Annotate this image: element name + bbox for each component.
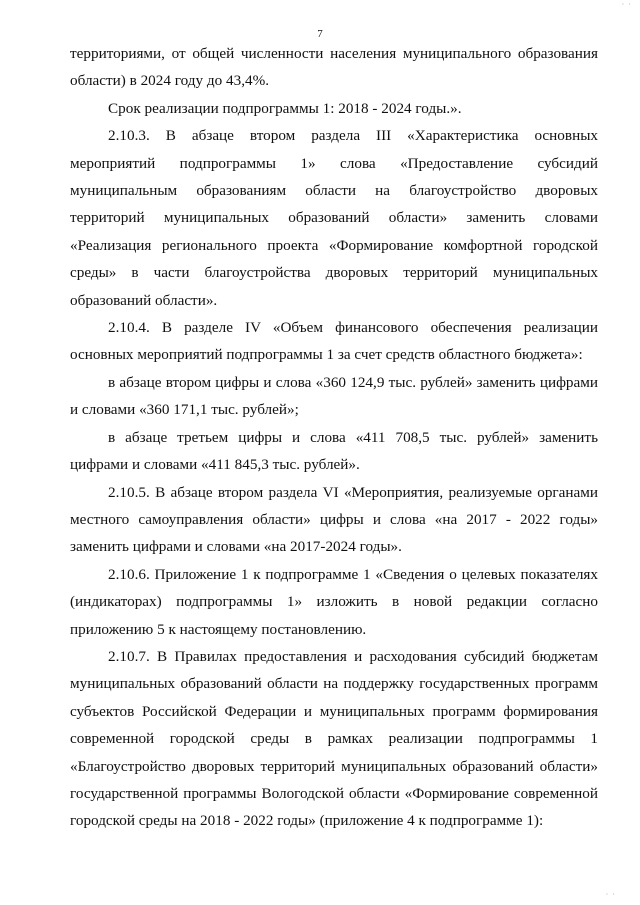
paragraph-2-10-6: 2.10.6. Приложение 1 к подпрограмме 1 «Сведения о целевых показателях (индикаторах) подпрограммы 1» изложить в новой редакции согласно приложению 5 к настоящему постановлению. [70, 565, 598, 638]
scan-mark: · · [605, 890, 616, 899]
paragraph-2-10-7: 2.10.7. В Правилах предоставления и расходования субсидий бюджетам муниципальных образований области на поддержку государственных программ субъектов Российской Федерации и муниципальных программ формирования современной городской среды в рамках реализации подпрограммы 1 «Благоустройство дворовых территорий муниципальных образований области» государственной программы Вологодской области «Формирование современной городской среды на 2018 - 2022 годы» (приложение 4 к подпрограмме 1): [70, 647, 598, 830]
paragraph-2-10-4-abzac-2: в абзаце втором цифры и слова «360 124,9 тыс. рублей» заменить цифрами и словами «360 171,1 тыс. рублей»; [70, 373, 598, 419]
paragraph-2-10-5: 2.10.5. В абзаце втором раздела VI «Мероприятия, реализуемые органами местного самоуправления области» цифры и слова «на 2017 - 2022 годы» заменить цифрами и словами «на 2017-2024 годы». [70, 483, 598, 556]
paragraph-2-10-4-abzac-3: в абзаце третьем цифры и слова «411 708,5 тыс. рублей» заменить цифрами и словами «411 845,3 тыс. рублей». [70, 428, 598, 474]
paragraph-2-10-4: 2.10.4. В разделе IV «Объем финансового обеспечения реализации основных мероприятий подпрограммы 1 за счет средств областного бюджета»: [70, 319, 598, 364]
scan-mark: · · [621, 0, 632, 9]
paragraph-term: Срок реализации подпрограммы 1: 2018 - 2024 годы.». [108, 99, 462, 117]
document-body [70, 40, 598, 835]
page-number: 7 [317, 28, 323, 40]
paragraph-2-10-3: 2.10.3. В абзаце втором раздела III «Характеристика основных мероприятий подпрограммы 1» слова «Предоставление субсидий муниципальным образованиям области на благоустройство дворовых территорий муниципальных образований области» заменить словами «Реализация регионального проекта «Формирование комфортной городской среды» в части благоустройства дворовых территорий муниципальных образований области». [70, 127, 598, 309]
paragraph-continuation: территориями, от общей численности населения муниципального образования области) в 2024 году до 43,4%. [70, 45, 598, 90]
